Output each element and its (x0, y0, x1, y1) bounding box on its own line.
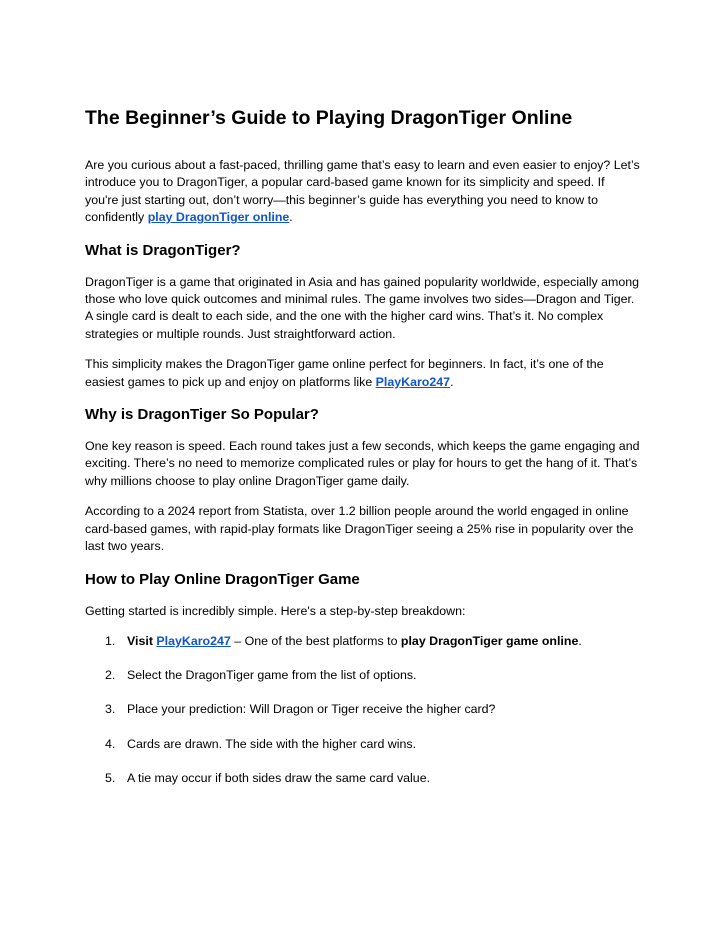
intro-text-end: . (289, 210, 293, 225)
intro-text: Are you curious about a fast-paced, thrilling game that’s easy to learn and even easier to enjoy? Let’s introduce you to DragonTiger, a popular card-based game known for its simplicity and speed. If you're just starting out, don’t worry—this beginner’s guide has everything you need to know to confidently (85, 158, 640, 225)
list-item (85, 667, 640, 684)
list-number: 1. (105, 633, 116, 648)
step-2-text: Select the DragonTiger game from the list of options. (127, 668, 417, 683)
list-item (85, 770, 640, 787)
document-page (85, 104, 640, 804)
list-item (85, 701, 640, 718)
intro-paragraph (85, 157, 640, 227)
step-1-playkaro247-link[interactable]: PlayKaro247 (156, 633, 231, 648)
step-1-bold-visit: Visit (127, 633, 157, 648)
why-paragraph-2: According to a 2024 report from Statista, over 1.2 billion people around the world engaged in online card-based games, with rapid-play formats like DragonTiger seeing a 25% rise in popularity over the last two years. (85, 504, 634, 554)
step-5-text: A tie may occur if both sides draw the same card value. (127, 770, 431, 785)
steps-list (85, 633, 640, 787)
how-intro-paragraph: Getting started is incredibly simple. Here's a step-by-step breakdown: (85, 603, 466, 618)
list-number: 5. (105, 770, 116, 785)
heading-why-popular: Why is DragonTiger So Popular? (85, 406, 319, 424)
page-title: The Beginner’s Guide to Playing DragonTiger Online (85, 107, 573, 129)
heading-what-is-dragontiger: What is DragonTiger? (85, 241, 241, 259)
step-1-text: – One of the best platforms to (230, 633, 401, 648)
what-paragraph-2-end: . (450, 374, 454, 389)
step-1-end: . (578, 633, 582, 648)
why-paragraph-1: One key reason is speed. Each round takes just a few seconds, which keeps the game engaging and exciting. There’s no need to memorize complicated rules or play for hours to get the hang of it. That’s why millions choose to play online DragonTiger game daily. (85, 439, 640, 488)
list-number: 2. (105, 668, 116, 683)
what-paragraph-2-text: This simplicity makes the DragonTiger game online perfect for beginners. In fact, it’s one of the easiest games to pick up and enjoy on platforms like (85, 357, 604, 389)
list-item (85, 633, 640, 650)
what-paragraph-1: DragonTiger is a game that originated in Asia and has gained popularity worldwide, especially among those who love quick outcomes and minimal rules. The game involves two sides—Dragon and Tiger. A single card is dealt to each side, and the one with the higher card wins. That’s it. No complex strategies or multiple rounds. Just straightforward action. (85, 274, 640, 341)
step-3-text: Place your prediction: Will Dragon or Tiger receive the higher card? (127, 702, 496, 717)
playkaro247-link[interactable]: PlayKaro247 (375, 374, 451, 389)
list-item (85, 736, 640, 753)
what-paragraph-2 (85, 356, 640, 391)
list-number: 4. (105, 736, 116, 751)
heading-how-to-play: How to Play Online DragonTiger Game (85, 570, 360, 588)
step-4-text: Cards are drawn. The side with the higher card wins. (127, 736, 417, 751)
step-1-bold-text: play DragonTiger game online (400, 633, 579, 648)
list-number: 3. (105, 702, 116, 717)
play-dragontiger-online-link[interactable]: play DragonTiger online (147, 210, 290, 225)
